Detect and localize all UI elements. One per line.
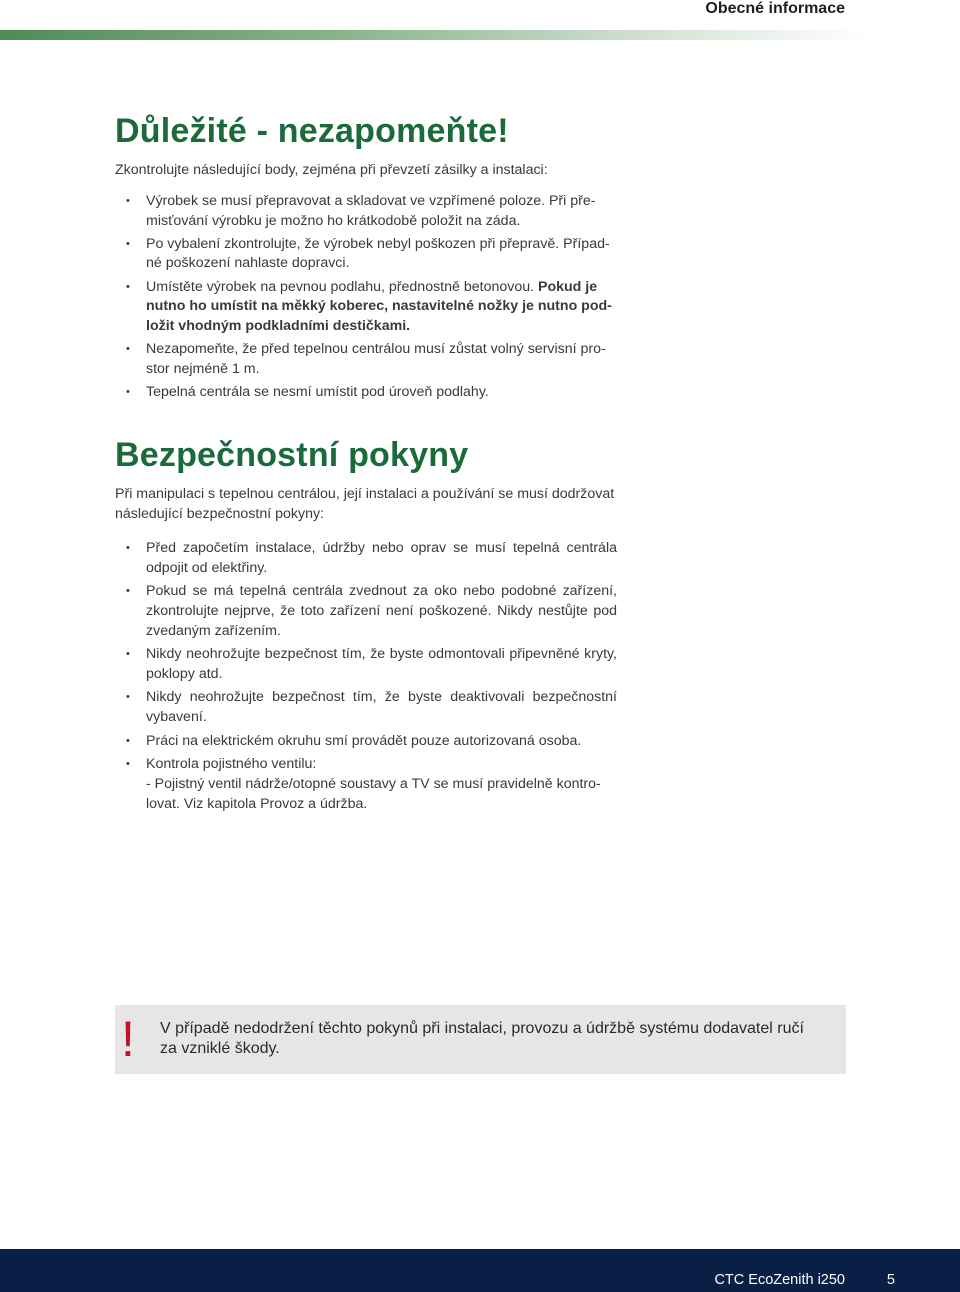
section-heading-important: Důležité - nezapomeňte! <box>115 112 509 150</box>
section-heading-safety: Bezpečnostní pokyny <box>115 436 469 474</box>
list-item: • Nikdy neohrožujte bezpečnost tím, že byste deaktivovali bezpečnostní vybavení. <box>115 688 617 728</box>
list-item-emphasis: Pokud je nutno ho umístit na měkký koberec, nastavitelné nožky je nutno pod-ložit vhodným podkladními destičkami. <box>146 278 612 334</box>
page-header-title: Obecné informace <box>705 0 845 17</box>
list-item: • Po vybalení zkontrolujte, že výrobek nebyl poškozen při přepravě. Případ- né poškození nahlaste dopravci. <box>115 235 617 274</box>
section-intro-important: Zkontrolujte následující body, zejména při převzetí zásilky a instalaci: <box>115 162 548 178</box>
header-gradient-bar <box>0 30 870 40</box>
warning-notice-text: V případě nedodržení těchto pokynů při instalaci, provozu a údržbě systému dodavatel ručí za vzniklé škody. <box>160 1020 804 1057</box>
list-item: • Tepelná centrála se nesmí umístit pod úroveň podlahy. <box>115 383 617 403</box>
exclamation-icon: ! <box>121 1011 135 1067</box>
section-safety <box>115 436 617 818</box>
safety-list <box>115 539 617 814</box>
section-intro-safety: Při manipulaci s tepelnou centrálou, její instalaci a používání se musí dodržovat následující bezpečnostní pokyny: <box>115 486 615 522</box>
list-item <box>115 278 617 337</box>
important-list <box>115 192 617 402</box>
warning-notice-box <box>115 1005 846 1074</box>
list-item: • Nikdy neohrožujte bezpečnost tím, že byste odmontovali připevněné kryty, poklopy atd. <box>115 645 617 685</box>
list-item-text: Umístěte výrobek na pevnou podlahu, přednostně betonovou. <box>146 278 538 295</box>
list-item: • Nezapomeňte, že před tepelnou centrálou musí zůstat volný servisní pro- stor nejméně 1 m. <box>115 340 617 379</box>
footer-page-number: 5 <box>886 1272 895 1288</box>
list-item: • Před započetím instalace, údržby nebo oprav se musí tepelná centrála odpojit od elektřiny. <box>115 539 617 579</box>
section-important <box>115 112 617 406</box>
list-item: • Práci na elektrickém okruhu smí provádět pouze autorizovaná osoba. <box>115 732 617 752</box>
list-item: • Výrobek se musí přepravovat a skladovat ve vzpřímené poloze. Při pře- misťování výrobku je možno ho krátkodobě položit na záda. <box>115 192 617 231</box>
list-item: • Pokud se má tepelná centrála zvednout za oko nebo podobné zařízení, zkontrolujte nejprve, že toto zařízení není poškozené. Nikdy nestůjte pod zvedaným zařízením. <box>115 582 617 641</box>
footer-product-name: CTC EcoZenith i250 <box>714 1272 845 1288</box>
list-item: • Kontrola pojistného ventilu: - Pojistný ventil nádrže/otopné soustavy a TV se musí pravidelně kontro- lovat. Viz kapitola Provoz a údržba. <box>115 755 617 814</box>
page-footer <box>0 1249 960 1292</box>
